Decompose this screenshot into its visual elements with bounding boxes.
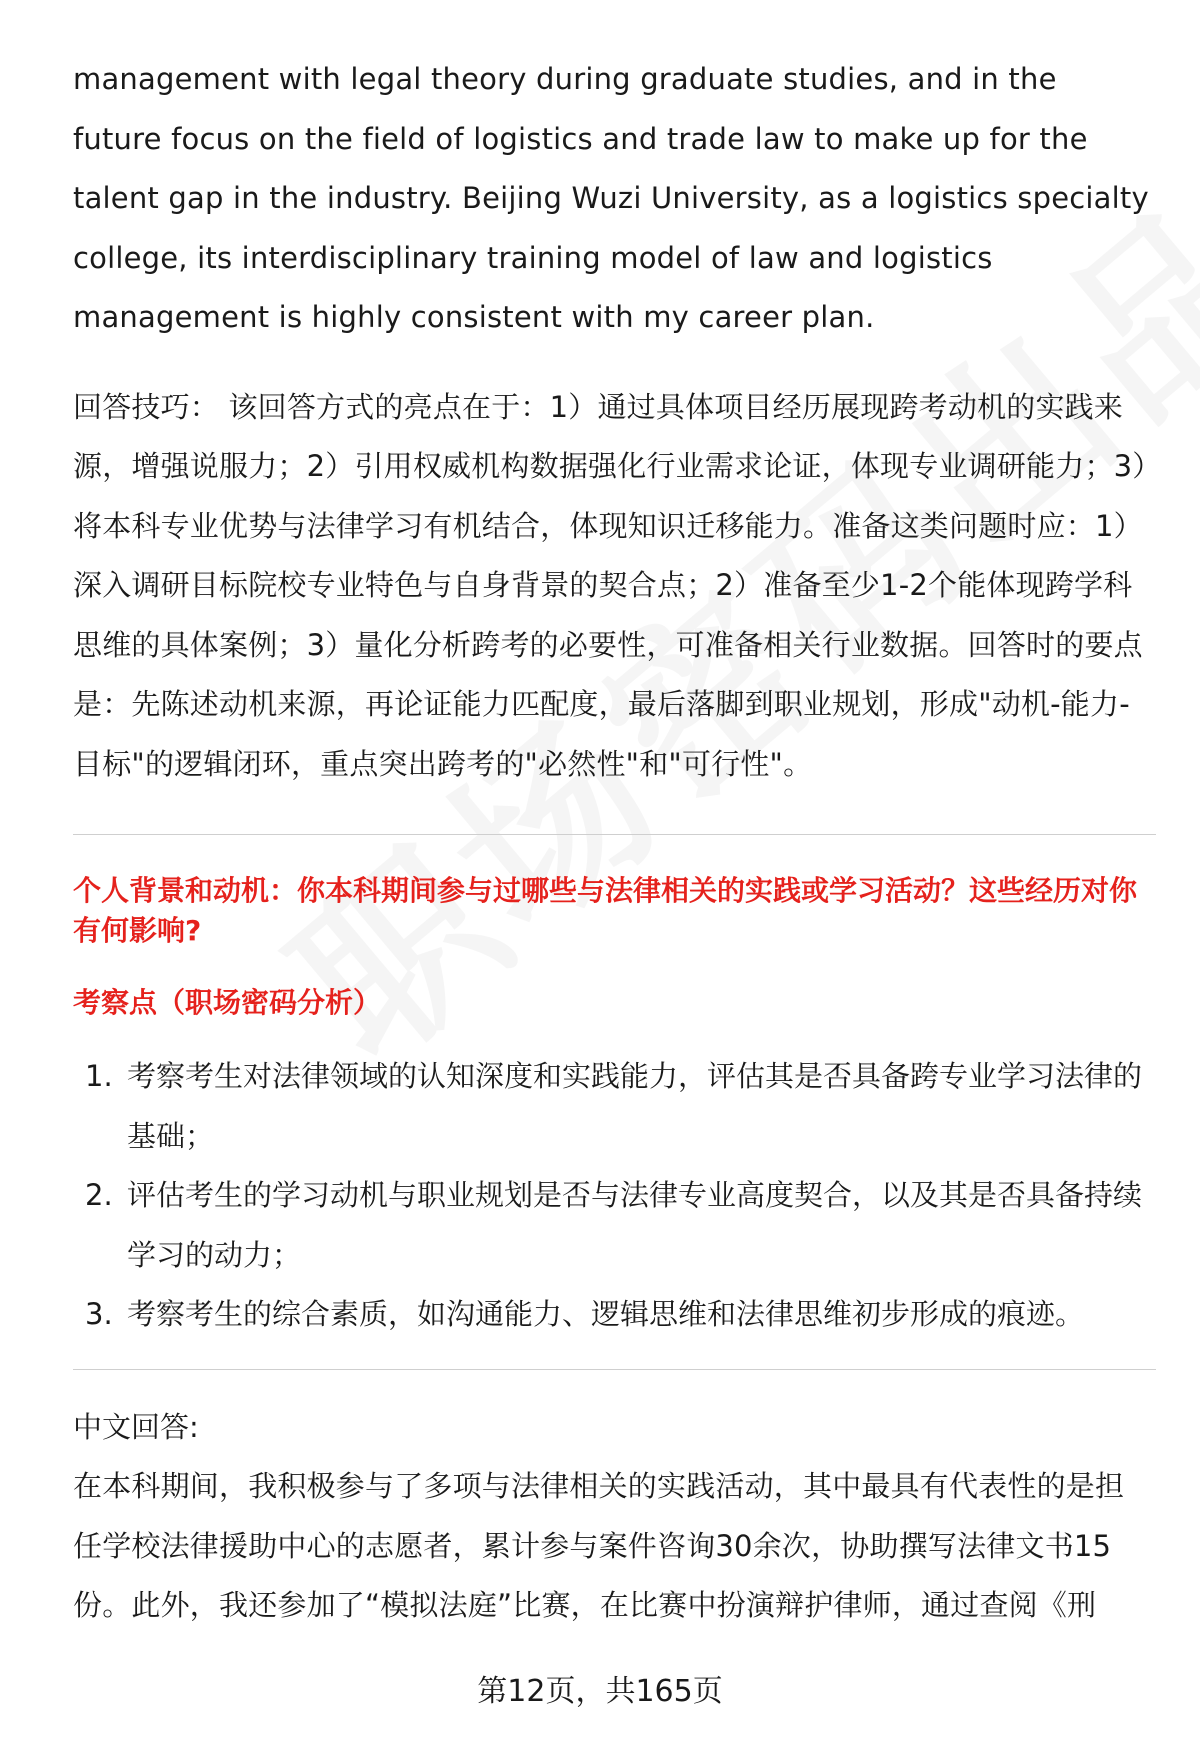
page-number-footer: 第12页，共165页 (477, 1674, 723, 1709)
question-heading: 个人背景和动机：你本科期间参与过哪些与法律相关的实践或学习活动？这些经历对你有何影响? (73, 874, 1138, 947)
answer-tips-paragraph: 回答技巧： 该回答方式的亮点在于：1）通过具体项目经历展现跨考动机的实践来源，增强说服力；2）引用权威机构数据强化行业需求论证，体现专业调研能力；3）将本科专业优势与法律学习有机结合，体现知识迁移能力。准备这类问题时应：1）深入调研目标院校专业特色与自身背景的契合点；2）准备至少1-2个能体现跨学科思维的具体案例；3）量化分析跨考的必要性，可准备相关行业数据。回答时的要点是：先陈述动机来源，再论证能力匹配度，最后落脚到职业规划，形成"动机-能力-目标"的逻辑闭环，重点突出跨考的"必然性"和"可行性"。 (73, 389, 1148, 781)
list-item-text: 考察考生对法律领域的认知深度和实践能力，评估其是否具备跨专业学习法律的基础； (127, 1059, 1143, 1153)
chinese-answer-label: 中文回答: (73, 1409, 199, 1444)
english-answer-paragraph: management with legal theory during graduate studies, and in the future focus on the field of logistics and trade law to make up for the talent gap in the industry. Beijing Wuzi University, as a logistics specialty college, its interdisciplinary training model of law and logistics management is highly consistent with my career plan. (73, 62, 1149, 334)
list-item (73, 1166, 1153, 1285)
list-item-number: 1. (85, 1059, 113, 1093)
list-item-number: 3. (85, 1297, 113, 1331)
assessment-points-heading: 考察点（职场密码分析） (73, 986, 382, 1019)
list-item (73, 1285, 1153, 1345)
list-item (73, 1047, 1153, 1166)
document-page (73, 50, 1153, 1636)
assessment-points-list (73, 1047, 1153, 1345)
list-item-text: 考察考生的综合素质，如沟通能力、逻辑思维和法律思维初步形成的痕迹。 (127, 1297, 1085, 1331)
section-divider-bottom (73, 1369, 1156, 1370)
list-item-text: 评估考生的学习动机与职业规划是否与法律专业高度契合，以及其是否具备持续学习的动力； (127, 1178, 1143, 1272)
list-item-number: 2. (85, 1178, 113, 1212)
section-divider-top (73, 834, 1156, 835)
chinese-answer-paragraph: 在本科期间，我积极参与了多项与法律相关的实践活动，其中最具有代表性的是担任学校法律援助中心的志愿者，累计参与案件咨询30余次，协助撰写法律文书15份。此外，我还参加了“模拟法庭”比赛，在比赛中扮演辩护律师，通过查阅《刑 (73, 1469, 1125, 1622)
